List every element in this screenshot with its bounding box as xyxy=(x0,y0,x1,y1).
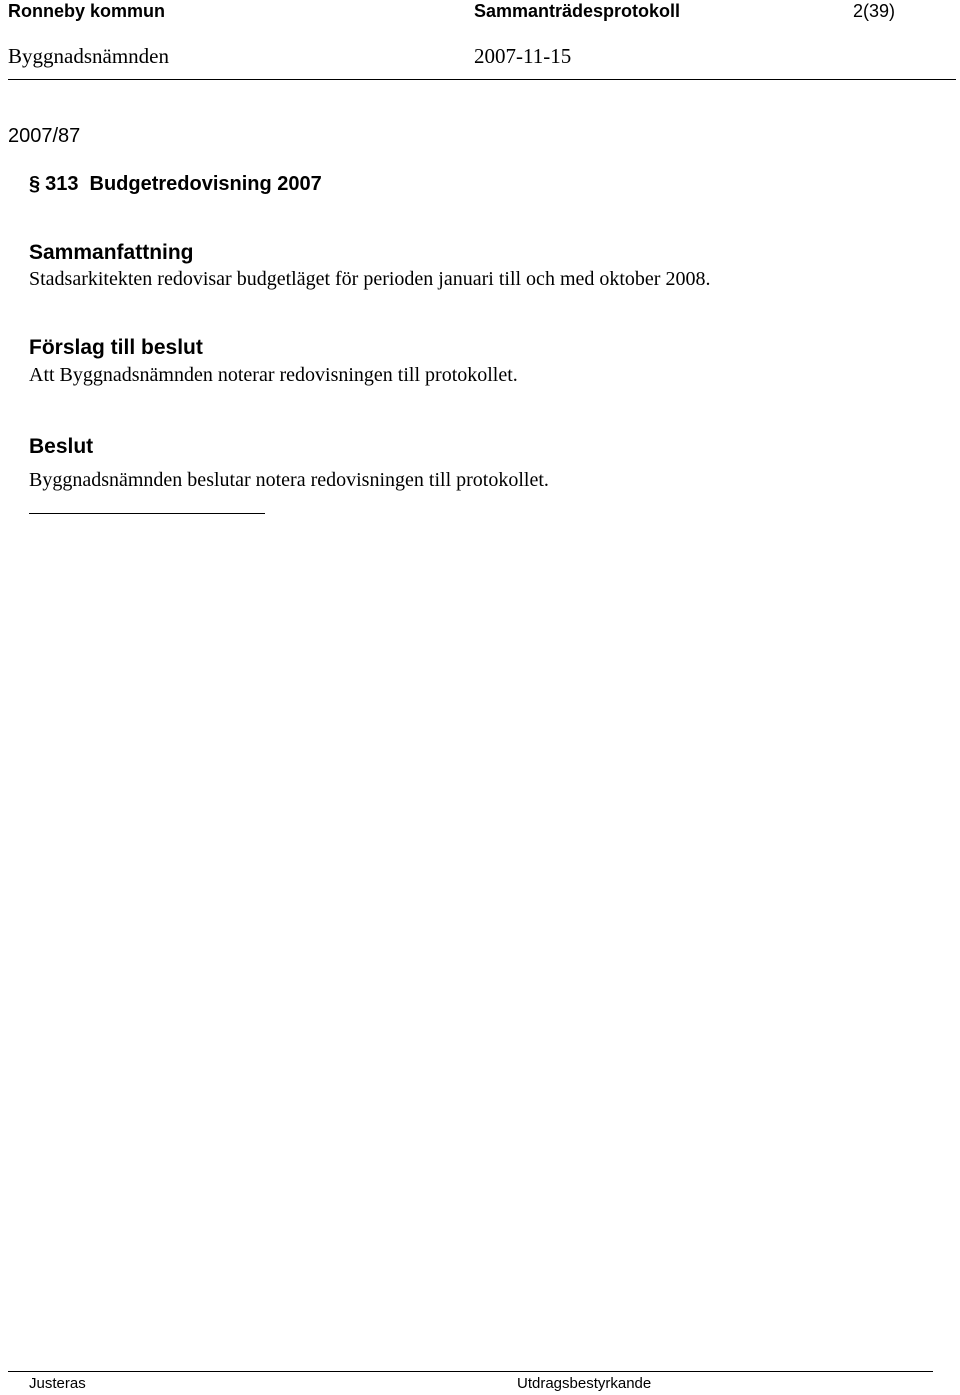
paragraph-title: Budgetredovisning 2007 xyxy=(89,173,322,195)
footer-justeras-label: Justeras xyxy=(29,1375,86,1392)
paragraph-heading xyxy=(29,171,322,197)
page-number: 2(39) xyxy=(853,1,896,21)
decision-text: Byggnadsnämnden beslutar notera redovisningen till protokollet. xyxy=(29,469,549,491)
meeting-date: 2007-11-15 xyxy=(474,44,572,68)
case-number: 2007/87 xyxy=(8,125,81,147)
summary-text: Stadsarkitekten redovisar budgetläget för perioden januari till och med oktober 2008. xyxy=(29,268,711,290)
decision-end-line xyxy=(29,513,265,514)
decision-heading: Beslut xyxy=(29,435,94,458)
committee-name: Byggnadsnämnden xyxy=(8,44,169,68)
proposal-text: Att Byggnadsnämnden noterar redovisningen till protokollet. xyxy=(29,364,518,386)
summary-heading: Sammanfattning xyxy=(29,241,194,264)
footer-certify-label: Utdragsbestyrkande xyxy=(517,1375,652,1392)
municipality-name: Ronneby kommun xyxy=(8,1,166,21)
paragraph-number: 313 xyxy=(45,173,79,195)
proposal-heading: Förslag till beslut xyxy=(29,336,203,359)
footer-divider xyxy=(8,1371,933,1372)
document-type: Sammanträdesprotokoll xyxy=(474,1,681,21)
paragraph-symbol: § xyxy=(29,173,41,195)
header-divider xyxy=(8,79,956,80)
